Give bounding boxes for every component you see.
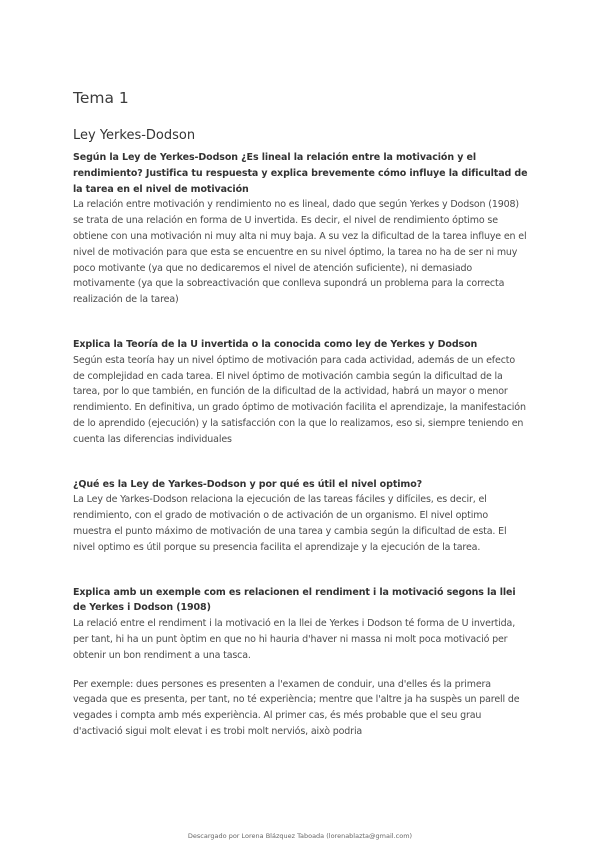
qa-block xyxy=(73,150,528,308)
answer-text: Según esta teoría hay un nivel óptimo de motivación para cada actividad, además de un efecto de complejidad en cada tarea. El nivel óptimo de motivación cambia según la dificultad de la tarea, por lo que también, en función de la dificultad de la actividad, habrá un mayor o menor rendimiento. En definitiva, un grado óptimo de motivación facilita el aprendizaje, la manifestación de lo aprendido (ejecución) y la satisfacción con la que lo realizamos, eso si, siempre teniendo en cuenta las diferencias individuales xyxy=(73,354,526,445)
section-title: Ley Yerkes-Dodson xyxy=(73,128,196,143)
answer-text: La relación entre motivación y rendimiento no es lineal, dado que según Yerkes y Dodson (1908) se trata de una relación en forma de U invertida. Es decir, el nivel de rendimiento óptimo se obtiene con una motivación ni muy alta ni muy baja. A su vez la dificultad de la tarea influye en el nivel de motivación para que esta se encuentre en su nivel óptimo, la tarea no ha de ser ni muy poco motivante (ya que no dedicaremos el nivel de atención suficiente), ni demasiado motivamente (ya que la sobreactivación que conlleva supondrá un problema para la correcta realización de la tarea) xyxy=(73,199,527,306)
paragraph-gap xyxy=(73,664,528,677)
question-text: Según la Ley de Yerkes-Dodson ¿Es lineal la relación entre la motivación y el rendimiento? Justifica tu respuesta y explica brevemente cómo influye la dificultad de la tarea en el nivel de motivación xyxy=(73,152,528,195)
answer-text: La Ley de Yarkes-Dodson relaciona la ejecución de las tareas fáciles y difíciles, es decir, el rendimiento, con el grado de motivación o de activación de un organismo. El nivel optimo muestra el punto máximo de motivación de una tarea y cambia según la dificultad de esta. El nivel optimo es útil porque su presencia facilita el aprendizaje y la ejecución de la tarea. xyxy=(73,494,507,553)
document-content xyxy=(73,88,528,740)
question-text: Explica amb un exemple com es relacionen el rendiment i la motivació segons la llei de Yerkes i Dodson (1908) xyxy=(73,586,516,614)
qa-block xyxy=(73,337,528,448)
answer-text: La relació entre el rendiment i la motivació en la llei de Yerkes i Dodson té forma de U invertida, per tant, hi ha un punt òptim en que no hi hauria d'haver ni massa ni molt poca motivació per obtenir un bon rendiment a una tasca. xyxy=(73,618,516,661)
download-footer: Descargado por Lorena Blázquez Taboada (lorenablazta@gmail.com) xyxy=(187,832,413,840)
question-text: ¿Qué es la Ley de Yarkes-Dodson y por qué es útil el nivel optimo? xyxy=(73,478,423,490)
document-title: Tema 1 xyxy=(73,89,129,107)
question-text: Explica la Teoría de la U invertida o la conocida como ley de Yerkes y Dodson xyxy=(73,338,478,350)
qa-block xyxy=(73,477,528,556)
qa-block xyxy=(73,585,528,740)
example-paragraph: Per exemple: dues persones es presenten a l'examen de conduir, una d'elles és la primera vegada que es presenta, per tant, no té experiència; mentre que l'altre ja ha suspès un parell de vegades i compta amb més experiència. Al primer cas, és més probable que el seu grau d'activació sigui molt elevat i es trobi molt nerviós, això podria xyxy=(73,678,520,737)
